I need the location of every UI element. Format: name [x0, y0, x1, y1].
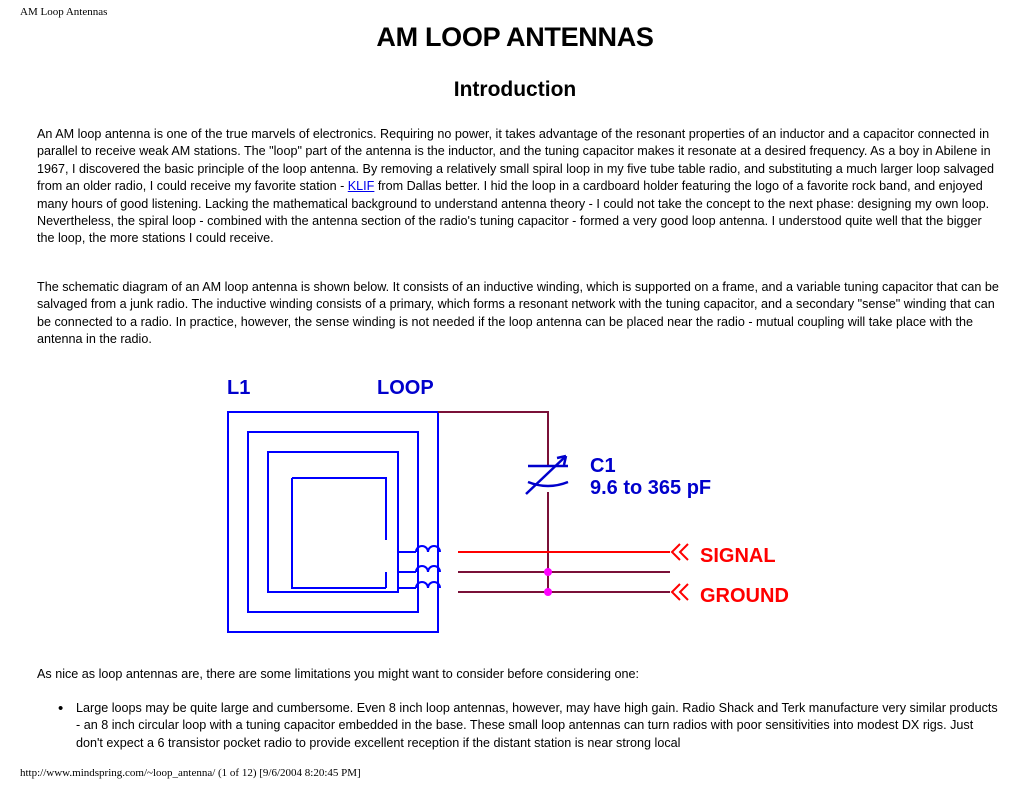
klif-link[interactable]: KLIF — [347, 179, 375, 194]
capacitor-variable-arrow — [526, 456, 566, 494]
loop-antenna-schematic — [222, 370, 822, 640]
page-title: AM LOOP ANTENNAS — [376, 22, 654, 52]
coupling-coils — [416, 546, 440, 588]
list-item-text: Large loops may be quite large and cumbersome. Even 8 inch loop antennas, however, may have high gain. Radio Shack and Terk manufacture very similar products - an 8 inch circular loop with a tuning capacitor embedded in the base. These small loop antennas can turn radios with poor sensitivities into modest DX rigs. Just don't expect a 6 transistor pocket radio to provide excellent reception if the distant station is near strong local — [76, 701, 998, 750]
primary-wiring — [438, 412, 670, 592]
l1-label: L1 — [227, 377, 251, 399]
schematic-description-paragraph: The schematic diagram of an AM loop antenna is shown below. It consists of an inductive winding, which is supported on a frame, and a variable tuning capacitor that can be salvaged from a junk radio. The inductive winding consists of a primary, which forms a resonant network with the tuning capacitor, and a secondary "sense" winding that can be connected to a radio. In practice, however, the sense winding is not needed if the loop antenna can be placed near the radio - mutual coupling will take place with the antenna in the radio. — [37, 280, 999, 347]
loop-label: LOOP — [377, 377, 434, 399]
junction-node-signal — [544, 568, 552, 576]
signal-connector-chevron — [672, 544, 688, 560]
c1-label: C1 — [590, 455, 616, 477]
coil-taps — [398, 552, 416, 588]
intro-text-after-link: from Dallas better. I hid the loop in a cardboard holder featuring the logo of a favorite rock band, and enjoyed many hours of good listening. Lacking the mathematical background to understand antenna theory - I could not take the concept to the next phase: designing my own loop. Nevertheless, the spiral loop - combined with the antenna section of the radio's tuning capacitor - formed a very good loop antenna. I understood quite well that the bigger the loop, the more stations I could receive. — [37, 179, 990, 246]
wire-top — [438, 412, 548, 466]
loop-turn-outer — [228, 412, 438, 632]
limitations-list — [58, 700, 998, 752]
bullet-icon: • — [58, 700, 64, 717]
signal-label: SIGNAL — [700, 545, 776, 567]
loop-turn-second — [248, 432, 418, 612]
ground-connector-chevron — [672, 584, 688, 600]
connector-chevrons — [672, 544, 688, 600]
loop-turn-third — [268, 452, 398, 592]
limitations-intro-paragraph: As nice as loop antennas are, there are some limitations you might want to consider before considering one: — [37, 667, 640, 681]
loop-winding — [228, 412, 440, 632]
intro-text-before-link: An AM loop antenna is one of the true marvels of electronics. Requiring no power, it takes advantage of the resonant properties of an inductor and a capacitor connected in parallel to receive weak AM stations. The "loop" part of the antenna is the inductor, and the tuning capacitor makes it resonate at a desired frequency. As a boy in Abilene in 1967, I discovered the basic principle of the loop antenna. By removing a relatively small spiral loop in my five tube table radio, and substituting a much larger loop salvaged from an older radio, I could receive my favorite station - — [37, 127, 994, 194]
junction-node-ground — [544, 588, 552, 596]
loop-turn-inner — [292, 478, 386, 588]
page-footer-url: http://www.mindspring.com/~loop_antenna/ (1 of 12) [9/6/2004 8:20:45 PM] — [20, 767, 361, 779]
section-heading-introduction: Introduction — [453, 78, 577, 101]
c1-value: 9.6 to 365 pF — [590, 477, 712, 499]
list-item — [58, 700, 998, 752]
browser-page-title: AM Loop Antennas — [20, 6, 108, 18]
ground-label: GROUND — [700, 585, 789, 607]
intro-paragraph — [37, 126, 999, 248]
